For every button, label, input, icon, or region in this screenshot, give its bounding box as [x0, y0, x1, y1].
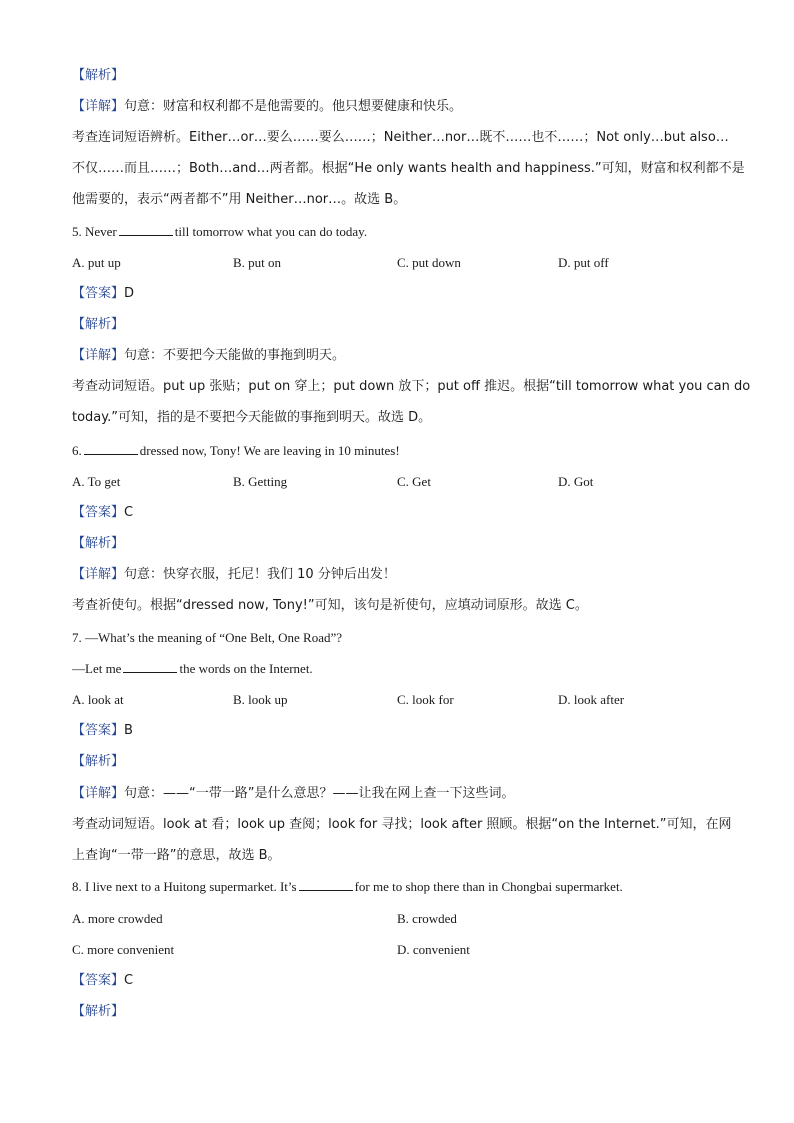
section-label: 【详解】 [72, 348, 125, 363]
option-d: D. convenient [397, 942, 470, 957]
question-text: 5. Never [72, 224, 117, 239]
section-label: 【答案】 [72, 973, 125, 988]
answer-blank [123, 658, 177, 673]
option-d: D. look after [558, 692, 625, 707]
explanation-line: 考查祈使句。根据“dressed now, Tony!”可知，该句是祈使句，应填动词原形。故选 C。 [72, 598, 588, 613]
answer-line: 【答案】B [72, 723, 133, 738]
answer-line: 【答案】C [72, 505, 134, 520]
options-row [72, 470, 732, 494]
explanation-line: 考查连词短语辨析。Either…or…要么……要么……；Neither…nor…既不……也不……；Not only…but also… [72, 130, 729, 145]
option-c: C. Get [397, 474, 431, 489]
question-text: till tomorrow what you can do today. [174, 224, 368, 239]
options-row [72, 251, 732, 275]
option-d: D. Got [558, 474, 594, 489]
options-row [72, 938, 732, 962]
option-b: B. Getting [233, 474, 288, 489]
question-6 [72, 439, 400, 463]
option-a: A. look at [72, 692, 124, 707]
section-label: 【详解】 [72, 786, 125, 801]
question-text: 6. [72, 443, 82, 458]
explanation-line: 考查动词短语。look at 看；look up 查阅；look for 寻找；look after 照顾。根据“on the Internet.”可知，在网 [72, 817, 732, 832]
answer-line: 【答案】D [72, 286, 135, 301]
question-7 [72, 657, 313, 681]
section-label: 【答案】 [72, 505, 125, 520]
explanation-line: 【详解】句意：财富和权利都不是他需要的。他只想要健康和快乐。 [72, 99, 463, 114]
section-label: 【答案】 [72, 286, 125, 301]
question-5 [72, 220, 367, 244]
option-a: A. To get [72, 474, 121, 489]
option-c: C. look for [397, 692, 454, 707]
explanation-line: 上查询“一带一路”的意思，故选 B。 [72, 848, 281, 863]
explanation-line: 他需要的，表示“两者都不”用 Neither…nor…。故选 B。 [72, 192, 407, 207]
explanation-line: 【详解】句意：不要把今天能做的事拖到明天。 [72, 348, 346, 363]
explanation-line: 考查动词短语。put up 张贴；put on 穿上；put down 放下；put off 推迟。根据“till tomorrow what you can do [72, 379, 751, 394]
option-c: C. more convenient [72, 942, 175, 957]
section-label: 【解析】 [72, 317, 125, 332]
explanation-line: 【详解】句意：——“一带一路”是什么意思？——让我在网上查一下这些词。 [72, 786, 515, 801]
option-a: A. put up [72, 255, 121, 270]
explanation-line: today.”可知，指的是不要把今天能做的事拖到明天。故选 D。 [72, 410, 432, 425]
question-7-stem: 7. —What’s the meaning of “One Belt, One Road”? [72, 630, 343, 645]
question-text: —Let me [72, 661, 122, 676]
answer-blank [299, 876, 353, 891]
option-b: B. crowded [397, 911, 457, 926]
option-b: B. put on [233, 255, 282, 270]
answer-blank [84, 440, 138, 455]
section-label: 【解析】 [72, 1004, 125, 1019]
answer-line: 【答案】C [72, 973, 134, 988]
question-8 [72, 875, 623, 899]
option-c: C. put down [397, 255, 461, 270]
analysis-heading [72, 313, 124, 337]
option-b: B. look up [233, 692, 288, 707]
explanation-line: 不仅……而且……；Both…and…两者都。根据“He only wants health and happiness.”可知，财富和权利都不是 [72, 161, 745, 176]
section-label: 【解析】 [72, 536, 125, 551]
question-text: 8. I live next to a Huitong supermarket. It’s [72, 879, 297, 894]
option-d: D. put off [558, 255, 609, 270]
section-label: 【答案】 [72, 723, 125, 738]
question-text: dressed now, Tony! We are leaving in 10 minutes! [139, 443, 400, 458]
options-row [72, 688, 732, 712]
section-label: 【详解】 [72, 99, 125, 114]
analysis-heading [72, 1000, 124, 1024]
analysis-heading [72, 532, 124, 556]
explanation-line: 【详解】句意：快穿衣服，托尼！我们 10 分钟后出发！ [72, 567, 396, 582]
options-row [72, 907, 732, 931]
answer-blank [119, 221, 173, 236]
section-label: 【详解】 [72, 567, 125, 582]
section-label: 【解析】 [72, 68, 125, 83]
option-a: A. more crowded [72, 911, 163, 926]
analysis-heading [72, 64, 124, 88]
analysis-heading [72, 750, 124, 774]
question-text: the words on the Internet. [179, 661, 313, 676]
question-text: for me to shop there than in Chongbai supermarket. [354, 879, 623, 894]
section-label: 【解析】 [72, 754, 125, 769]
